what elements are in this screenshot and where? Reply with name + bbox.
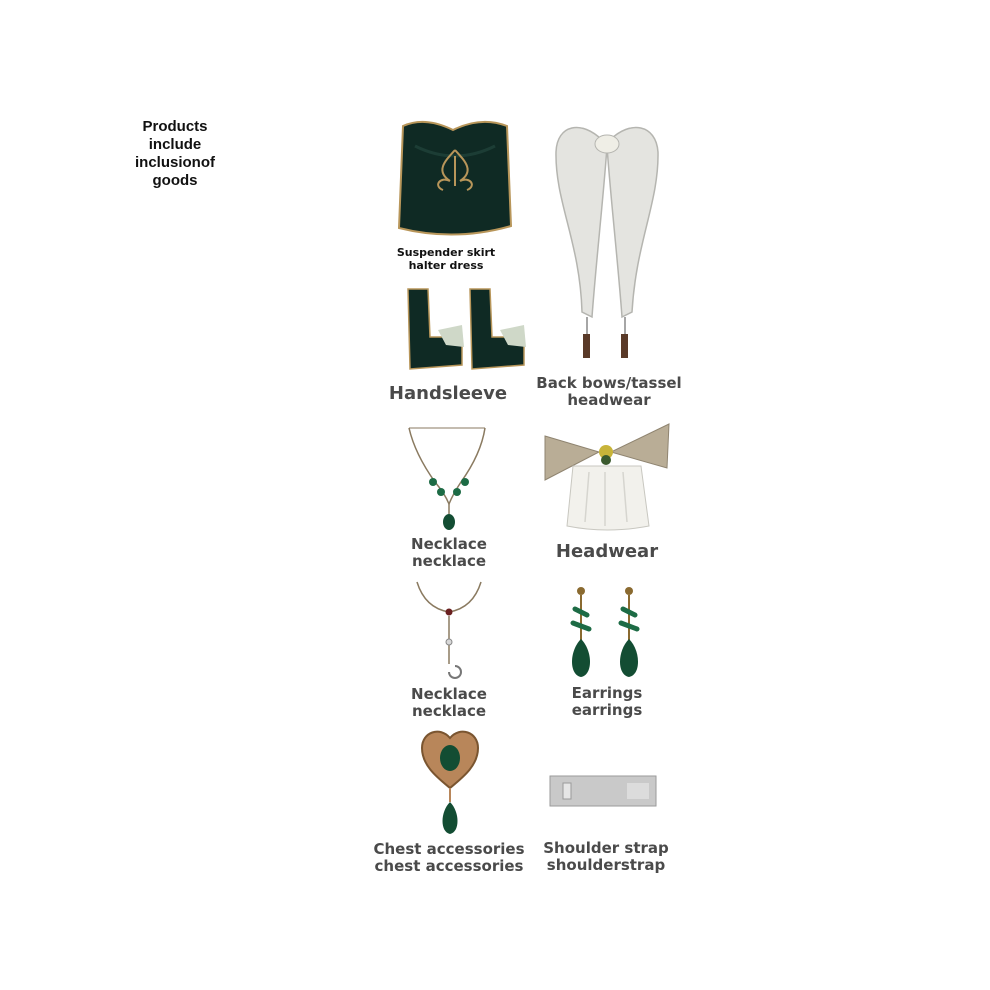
necklace-label-2: Necklace necklace	[411, 685, 487, 720]
halter-dress-image	[395, 116, 515, 241]
chest-brooch-image	[420, 730, 480, 836]
earrings-label: Earrings earrings	[571, 684, 643, 719]
emerald-earrings-image	[565, 585, 649, 681]
shoulder-strap-image	[549, 775, 657, 807]
necklace-label-1: Necklace necklace	[411, 535, 487, 570]
heading-line: include	[148, 136, 202, 153]
handsleeve-label: Handsleeve	[388, 383, 508, 404]
heading-line: inclusionof	[135, 154, 215, 171]
emerald-necklace-image	[405, 424, 490, 534]
handsleeve-image	[400, 285, 530, 377]
lace-headwear-image	[545, 422, 670, 534]
back-bow-tassel-image	[552, 122, 662, 362]
shoulder-strap-label: Shoulder strap shoulderstrap	[543, 839, 669, 874]
headwear-label: Headwear	[555, 541, 659, 562]
heading-line: Products	[142, 118, 208, 135]
products-heading	[120, 118, 230, 190]
dress-label: Suspender skirt halter dress	[396, 246, 496, 272]
chest-accessories-label: Chest accessories chest accessories	[373, 840, 525, 875]
heading-line: goods	[152, 172, 198, 189]
back-bow-label: Back bows/tassel headwear	[536, 374, 682, 409]
chain-necklace-image	[415, 580, 483, 686]
